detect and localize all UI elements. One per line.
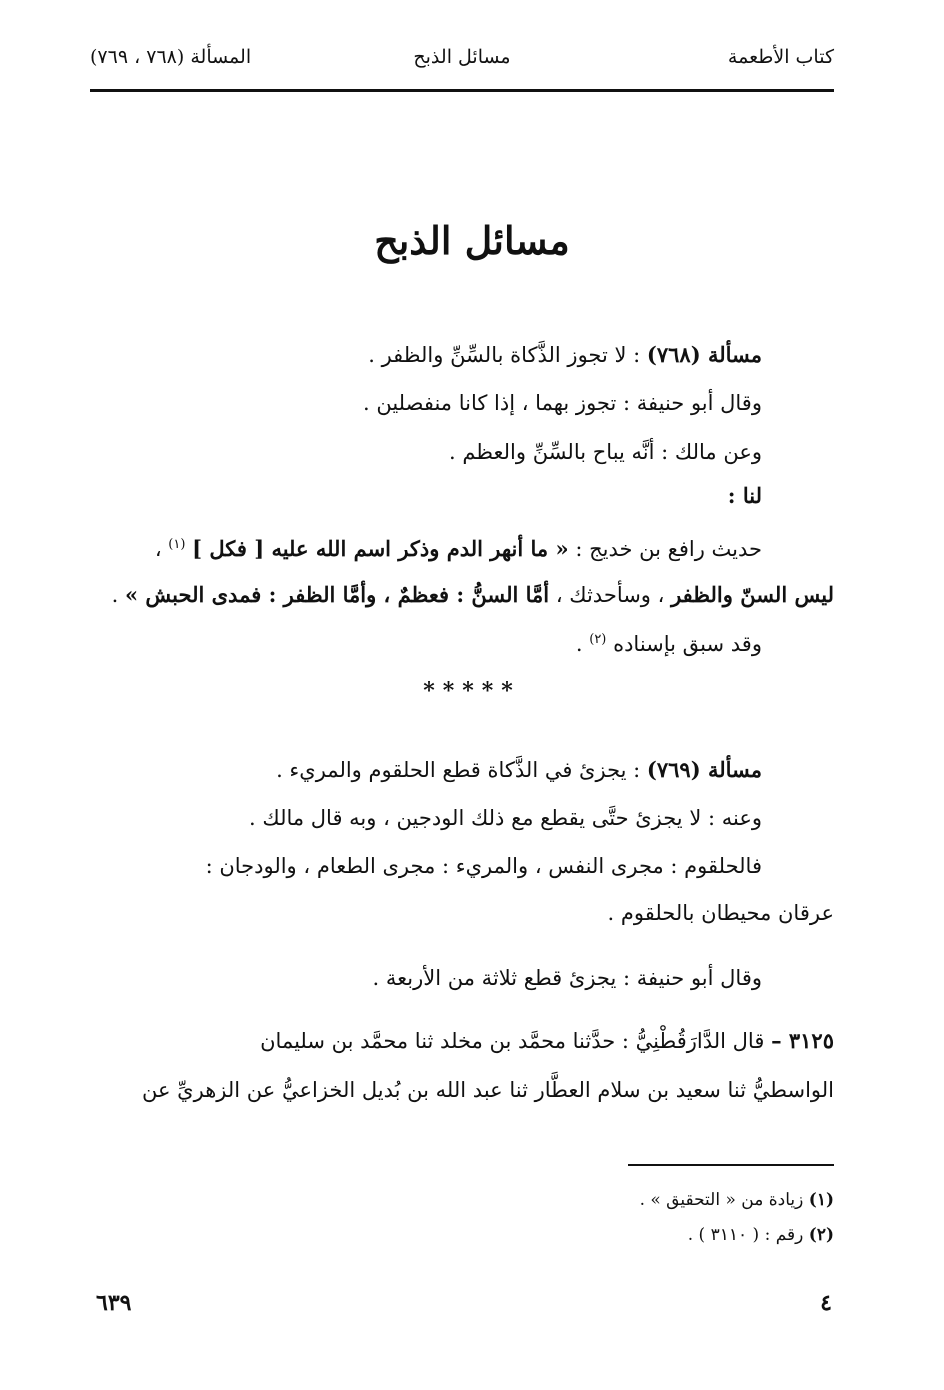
header-rule [90, 89, 834, 92]
issue-769-abu-hanifa: وقال أبو حنيفة : يجزئ قطع ثلاثة من الأربعة . [372, 966, 762, 990]
sabaqa-end: . [575, 632, 583, 656]
footnote-1-text: زيادة من « التحقيق » . [639, 1190, 804, 1210]
header-chapter-title: مسائل الذبح [413, 46, 511, 68]
section-separator: ***** [423, 678, 521, 704]
footnote-1 [640, 1190, 834, 1210]
hadith-number: ٣١٢٥ – [771, 1028, 834, 1053]
hadith-3125-isnad-line1 [92, 1026, 834, 1056]
running-header [90, 40, 834, 80]
footnote-mark-1: (١) [168, 537, 186, 552]
footnote-2 [688, 1225, 834, 1245]
issue-768-sabaqa [92, 625, 762, 659]
header-book-title: كتاب الأطعمة [727, 46, 834, 68]
issue-769-text: : يجزئ في الذَّكاة قطع الحلقوم والمريء . [276, 758, 641, 782]
issue-768-lana: لنا : [727, 483, 762, 508]
issue-769-rule [92, 755, 762, 785]
hadith-text-part1: « ما أنهر الدم وذكر اسم الله عليه [ فكل ] [192, 536, 569, 561]
issue-769-anhu: وعنه : لا يجزئ حتَّى يقطع مع ذلك الودجين ، وبه قال مالك . [249, 806, 762, 830]
issue-768-hadith-line1 [92, 530, 762, 564]
header-issue-range: المسألة (٧٦٨ ، ٧٦٩) [90, 46, 252, 68]
chapter-title: مسائل الذبح [374, 218, 570, 263]
issue-768-malik: وعن مالك : أنَّه يباح بالسِّنِّ والعظم . [448, 440, 762, 464]
issue-768-rule [92, 340, 762, 370]
issue-769-definition-line2: عرقان محيطان بالحلقوم . [607, 901, 834, 925]
hadith-text-part2a: ليس السنّ والظفر [671, 582, 834, 607]
hadith-text-part2c: أمَّا السنُّ : فعظمٌ ، وأمَّا الظفر : فمدى الحبش » [124, 582, 550, 607]
isnad-text-1: قال الدَّارَقُطْنِيُّ : حدَّثنا محمَّد بن مخلد ثنا محمَّد بن سليمان [260, 1029, 765, 1053]
volume-number: ٤ [820, 1290, 832, 1316]
footnote-1-number: (١) [808, 1190, 834, 1210]
sabaqa-text: وقد سبق بإسناده [613, 632, 762, 656]
issue-768-text: : لا تجوز الذَّكاة بالسِّنِّ والظفر . [368, 343, 641, 367]
issue-769-definition-line1: فالحلقوم : مجرى النفس ، والمريء : مجرى الطعام ، والودجان : [205, 854, 762, 878]
hadith-intro: حديث رافع بن خديج : [575, 537, 762, 561]
issue-768-label: مسألة (٧٦٨) [646, 342, 762, 367]
footnote-rule [628, 1164, 834, 1166]
page-number: ٦٣٩ [96, 1290, 132, 1316]
issue-768-abu-hanifa: وقال أبو حنيفة : تجوز بهما ، إذا كانا منفصلين . [363, 391, 762, 415]
hadith-comma: ، [154, 537, 162, 561]
footnote-2-number: (٢) [808, 1225, 834, 1245]
footnote-mark-2: (٢) [589, 632, 607, 647]
issue-768-hadith-line2 [92, 580, 834, 610]
hadith-text-part2b: ، وسأحدثك ، [555, 583, 665, 607]
issue-769-label: مسألة (٧٦٩) [646, 757, 762, 782]
footnote-2-text: رقم : ( ٣١١٠ ) . [687, 1225, 804, 1245]
hadith-3125-isnad-line2: الواسطيُّ ثنا سعيد بن سلام العطَّار ثنا عبد الله بن بُديل الخزاعيُّ عن الزهريِّ عن [141, 1078, 834, 1102]
hadith-text-part2d: . [111, 583, 119, 607]
